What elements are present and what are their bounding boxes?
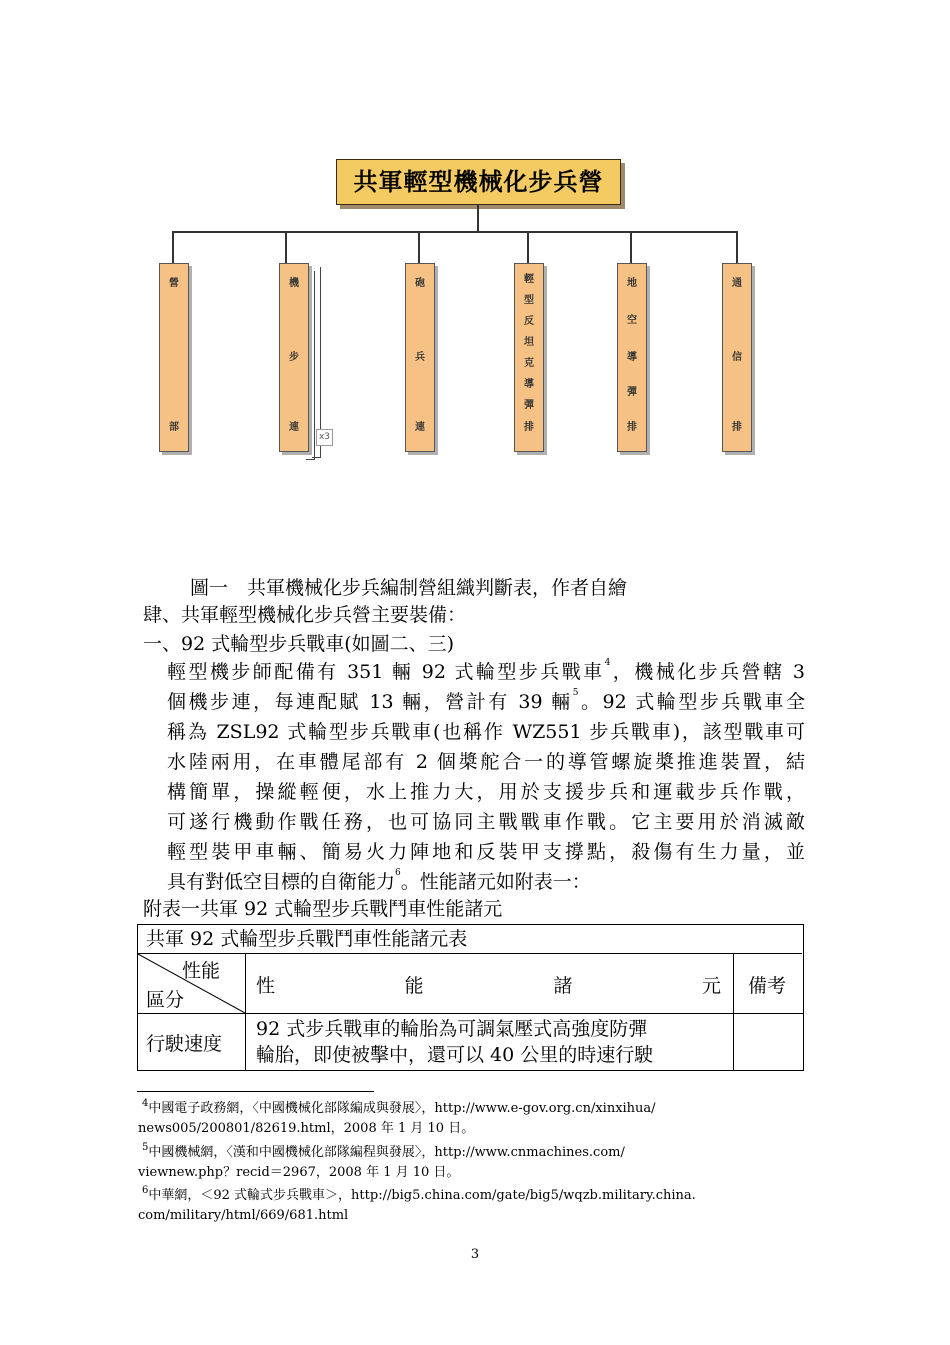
- header-remarks-label: 備考: [748, 975, 787, 997]
- table-title: 共軍 92 式輪型步兵戰鬥車性能諸元表: [146, 928, 468, 950]
- table-caption: 附表一共軍 92 式輪型步兵戰鬥車性能諸元: [143, 898, 503, 920]
- page-number: 3: [470, 1247, 480, 1262]
- unit-char: 兵: [415, 352, 425, 363]
- table-title-cell: [138, 925, 802, 954]
- table-header-remarks: [734, 954, 803, 1014]
- footnote: [138, 1098, 656, 1139]
- org-connector-horizontal: [172, 231, 737, 233]
- row-category-label: 行駛速度: [146, 1033, 223, 1055]
- header-char: 能: [404, 975, 424, 997]
- footnote-text: viewnew.php？recid＝2967，2008 年 1 月 10 日。: [138, 1165, 460, 1180]
- org-connector-vertical: [477, 204, 479, 231]
- unit-char: 彈: [627, 387, 637, 398]
- table-row-performance: [246, 1014, 734, 1071]
- footnote: [138, 1142, 625, 1183]
- unit-char: 型: [524, 295, 534, 306]
- footnote-text: 中國機械網，〈漢和中國機械化部隊編程與發展〉，http://www.cnmachines.com/: [148, 1145, 625, 1160]
- unit-char: 導: [627, 352, 637, 363]
- body-paragraph: [167, 657, 805, 897]
- table-row-category: [138, 1014, 246, 1071]
- unit-char: 排: [627, 422, 637, 433]
- unit-char: 砲: [415, 278, 425, 289]
- header-char: 性: [256, 975, 276, 997]
- figure-caption: 圖一 共軍機械化步兵編制營組織判斷表，作者自繪: [190, 577, 628, 599]
- footnote-ref[interactable]: 6: [395, 868, 401, 878]
- org-connector-drop: [527, 231, 529, 263]
- unit-char: 信: [732, 352, 742, 363]
- unit-char: 排: [732, 422, 742, 433]
- org-connector-drop: [172, 231, 174, 263]
- unit-char: 排: [524, 422, 534, 433]
- subsection-heading: 一、92 式輪型步兵戰車(如圖二、三): [143, 633, 455, 655]
- footnote: [138, 1185, 696, 1226]
- paragraph-line: 輕型裝甲車輛、簡易火力陣地和反裝甲支撐點，殺傷有生力量，並: [167, 841, 805, 863]
- paragraph-line: 水陸兩用，在車體尾部有 2 個槳舵合一的導管螺旋槳推進裝置，結: [167, 751, 805, 773]
- corner-bottom-label: 區分: [146, 989, 185, 1011]
- org-unit-antitank-platoon: [514, 263, 544, 452]
- header-char: 元: [701, 975, 721, 997]
- footnote-text: com/military/html/669/681.html: [138, 1208, 349, 1223]
- org-unit-signal-platoon: [722, 263, 752, 452]
- count-badge: x3: [316, 429, 333, 446]
- org-connector-drop: [630, 231, 632, 263]
- footnote-separator: [137, 1091, 374, 1092]
- footnote-text: 中國電子政務網，〈中國機械化部隊編成與發展〉，http://www.e-gov.org.cn/xinxihua/: [148, 1101, 656, 1116]
- unit-char: 輕: [524, 274, 534, 285]
- table-header-performance: [246, 954, 734, 1014]
- unit-char: 步: [289, 352, 299, 363]
- org-connector-drop: [285, 231, 287, 263]
- unit-char: 克: [524, 358, 534, 369]
- org-connector-drop: [418, 231, 420, 263]
- paragraph-line: 稱為 ZSL92 式輪型步兵戰車(也稱作 WZ551 步兵戰車)，該型戰車可: [167, 721, 805, 743]
- table-corner-cell: [138, 954, 246, 1014]
- org-root-box: 共軍輕型機械化步兵營: [336, 159, 621, 205]
- paragraph-line: 可遂行機動作戰任務，也可協同主戰戰車作戰。它主要用於消滅敵: [167, 811, 805, 833]
- performance-table: [137, 924, 804, 1071]
- unit-char: 通: [732, 278, 742, 289]
- org-unit-sam-platoon: [617, 263, 647, 452]
- footnote-number: 4: [142, 1098, 149, 1109]
- footnote-ref[interactable]: 4: [604, 658, 611, 668]
- row-performance-line: 92 式步兵戰車的輪胎為可調氣壓式高強度防彈: [256, 1018, 648, 1040]
- corner-top-label: 性能: [182, 960, 221, 982]
- unit-char: 彈: [524, 400, 534, 411]
- paragraph-line: 輕型機步師配備有 351 輛 92 式輪型步兵戰車$^4$，機械化步兵營轄 3: [167, 658, 805, 683]
- unit-char: 空: [627, 315, 637, 326]
- org-connector-drop: [736, 231, 738, 263]
- header-performance-chars: [256, 971, 721, 998]
- header-char: 諸: [553, 975, 573, 997]
- unit-char: 機: [289, 278, 299, 289]
- org-unit-hq: [159, 263, 189, 452]
- unit-char: 連: [415, 422, 425, 433]
- footnote-ref[interactable]: 5: [572, 688, 579, 698]
- footnote-text: 中華網，＜92 式輪式步兵戰車＞，http://big5.china.com/gate/big5/wqzb.military.china.: [148, 1188, 696, 1203]
- row-performance-line: 輪胎，即使被擊中，還可以 40 公里的時速行駛: [256, 1044, 654, 1066]
- paragraph-line: 個機步連，每連配賦 13 輛，營計有 39 輛$^5$。92 式輪型步兵戰車全: [167, 688, 806, 713]
- unit-char: 地: [627, 278, 637, 289]
- paragraph-line: 構簡單，操縱輕便，水上推力大，用於支援步兵和運載步兵作戰，: [167, 781, 805, 803]
- org-unit-mech-infantry-company: [279, 263, 309, 452]
- unit-char: 部: [169, 422, 179, 433]
- paragraph-line: 具有對低空目標的自衛能力$^6$。性能諸元如附表一：: [167, 868, 591, 893]
- section-heading: 肆、共軍輕型機械化步兵營主要裝備：: [143, 604, 467, 626]
- footnote-number: 6: [142, 1185, 149, 1196]
- unit-char: 反: [524, 316, 534, 327]
- unit-char: 導: [524, 379, 534, 390]
- footnote-number: 5: [142, 1142, 149, 1153]
- unit-char: 坦: [524, 337, 534, 348]
- footnote-text: news005/200801/82619.html，2008 年 1 月 10 日。: [138, 1121, 475, 1136]
- org-unit-artillery-company: [405, 263, 435, 452]
- unit-char: 營: [169, 278, 179, 289]
- unit-char: 連: [289, 422, 299, 433]
- table-row-remarks: [734, 1014, 803, 1071]
